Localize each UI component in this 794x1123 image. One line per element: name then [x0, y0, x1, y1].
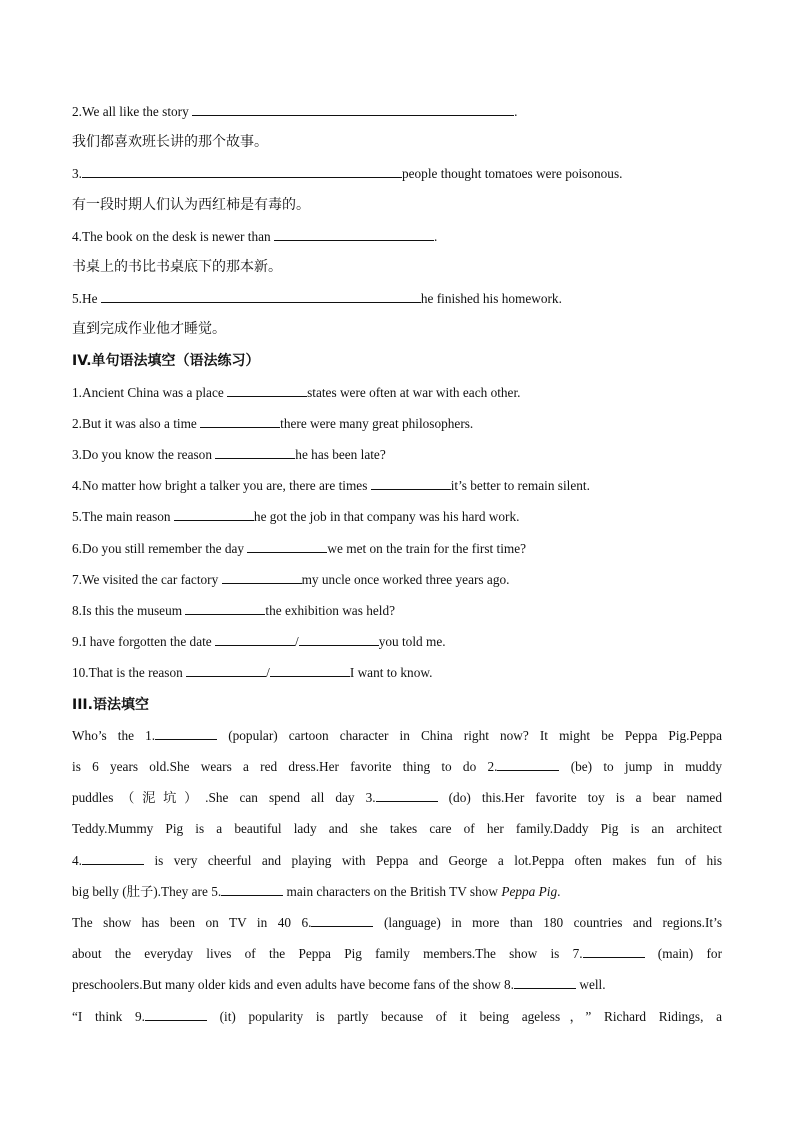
translation-item-2: 2.We all like the story . [72, 104, 518, 119]
answer-blank[interactable] [299, 633, 379, 646]
grammar-item: 1.Ancient China was a place states were often at war with each other. [72, 385, 521, 400]
translation-item-5: 5.He he finished his homework. [72, 291, 562, 306]
passage-line: about the everyday lives of the Peppa Pig family members.The show is 7. (main) for [72, 946, 722, 961]
grammar-item: 5.The main reason he got the job in that company was his hard work. [72, 509, 520, 524]
answer-blank[interactable] [82, 852, 144, 865]
answer-blank[interactable] [371, 477, 451, 490]
show-title: Peppa Pig [501, 884, 558, 899]
grammar-item: 9.I have forgotten the date / you told me. [72, 634, 446, 649]
answer-blank[interactable] [185, 602, 265, 615]
passage-line: 4. is very cheerful and playing with Peppa and George a lot.Peppa often makes fun of his [72, 853, 722, 868]
section-iv-heading: IV.单句语法填空（语法练习） [72, 353, 260, 369]
passage-line: The show has been on TV in 40 6. (language) in more than 180 countries and regions.It’s [72, 915, 722, 930]
answer-blank[interactable] [101, 290, 421, 303]
translation-item-2-chinese: 我们都喜欢班长讲的那个故事。 [72, 134, 268, 150]
grammar-item: 3.Do you know the reason he has been late? [72, 447, 386, 462]
answer-blank[interactable] [376, 789, 438, 802]
grammar-item: 7.We visited the car factory my uncle once worked three years ago. [72, 572, 510, 587]
grammar-item: 2.But it was also a time there were many great philosophers. [72, 416, 474, 431]
grammar-item: 8.Is this the museum the exhibition was held? [72, 603, 396, 618]
section-iii-heading: III.语法填空 [72, 697, 149, 713]
passage-line: big belly (肚子).They are 5. main characters on the British TV show Peppa Pig. [72, 884, 561, 899]
grammar-item: 4.No matter how bright a talker you are, there are times it’s better to remain silent. [72, 478, 590, 493]
answer-blank[interactable] [247, 540, 327, 553]
answer-blank[interactable] [155, 727, 217, 740]
grammar-item: 10.That is the reason / I want to know. [72, 665, 433, 680]
translation-item-4: 4.The book on the desk is newer than . [72, 229, 438, 244]
passage-line: “I think 9. (it) popularity is partly because of it being ageless，” Richard Ridings, a [72, 1009, 722, 1024]
answer-blank[interactable] [274, 228, 434, 241]
answer-blank[interactable] [82, 165, 402, 178]
answer-blank[interactable] [222, 571, 302, 584]
answer-blank[interactable] [215, 633, 295, 646]
grammar-item: 6.Do you still remember the day we met on the train for the first time? [72, 541, 527, 556]
passage-line: Teddy.Mummy Pig is a beautiful lady and she takes care of her family.Daddy Pig is an architect [72, 821, 722, 836]
answer-blank[interactable] [192, 103, 514, 116]
answer-blank[interactable] [583, 945, 645, 958]
translation-item-3: 3. people thought tomatoes were poisonous. [72, 166, 623, 181]
passage-line: preschoolers.But many older kids and even adults have become fans of the show 8. well. [72, 977, 606, 992]
answer-blank[interactable] [311, 914, 373, 927]
answer-blank[interactable] [221, 883, 283, 896]
answer-blank[interactable] [514, 976, 576, 989]
translation-item-3-chinese: 有一段时期人们认为西红柿是有毒的。 [72, 197, 310, 213]
passage-line: puddles（泥坑）.She can spend all day 3. (do) this.Her favorite toy is a bear named [72, 790, 722, 805]
answer-blank[interactable] [186, 664, 266, 677]
passage-line: Who’s the 1. (popular) cartoon character in China right now? It might be Peppa Pig.Peppa [72, 728, 722, 743]
translation-item-4-chinese: 书桌上的书比书桌底下的那本新。 [72, 259, 282, 275]
answer-blank[interactable] [145, 1008, 207, 1021]
answer-blank[interactable] [215, 446, 295, 459]
answer-blank[interactable] [270, 664, 350, 677]
answer-blank[interactable] [200, 415, 280, 428]
answer-blank[interactable] [497, 758, 559, 771]
translation-item-5-chinese: 直到完成作业他才睡觉。 [72, 321, 226, 337]
answer-blank[interactable] [227, 384, 307, 397]
answer-blank[interactable] [174, 508, 254, 521]
passage-line: is 6 years old.She wears a red dress.Her favorite thing to do 2. (be) to jump in muddy [72, 759, 722, 774]
